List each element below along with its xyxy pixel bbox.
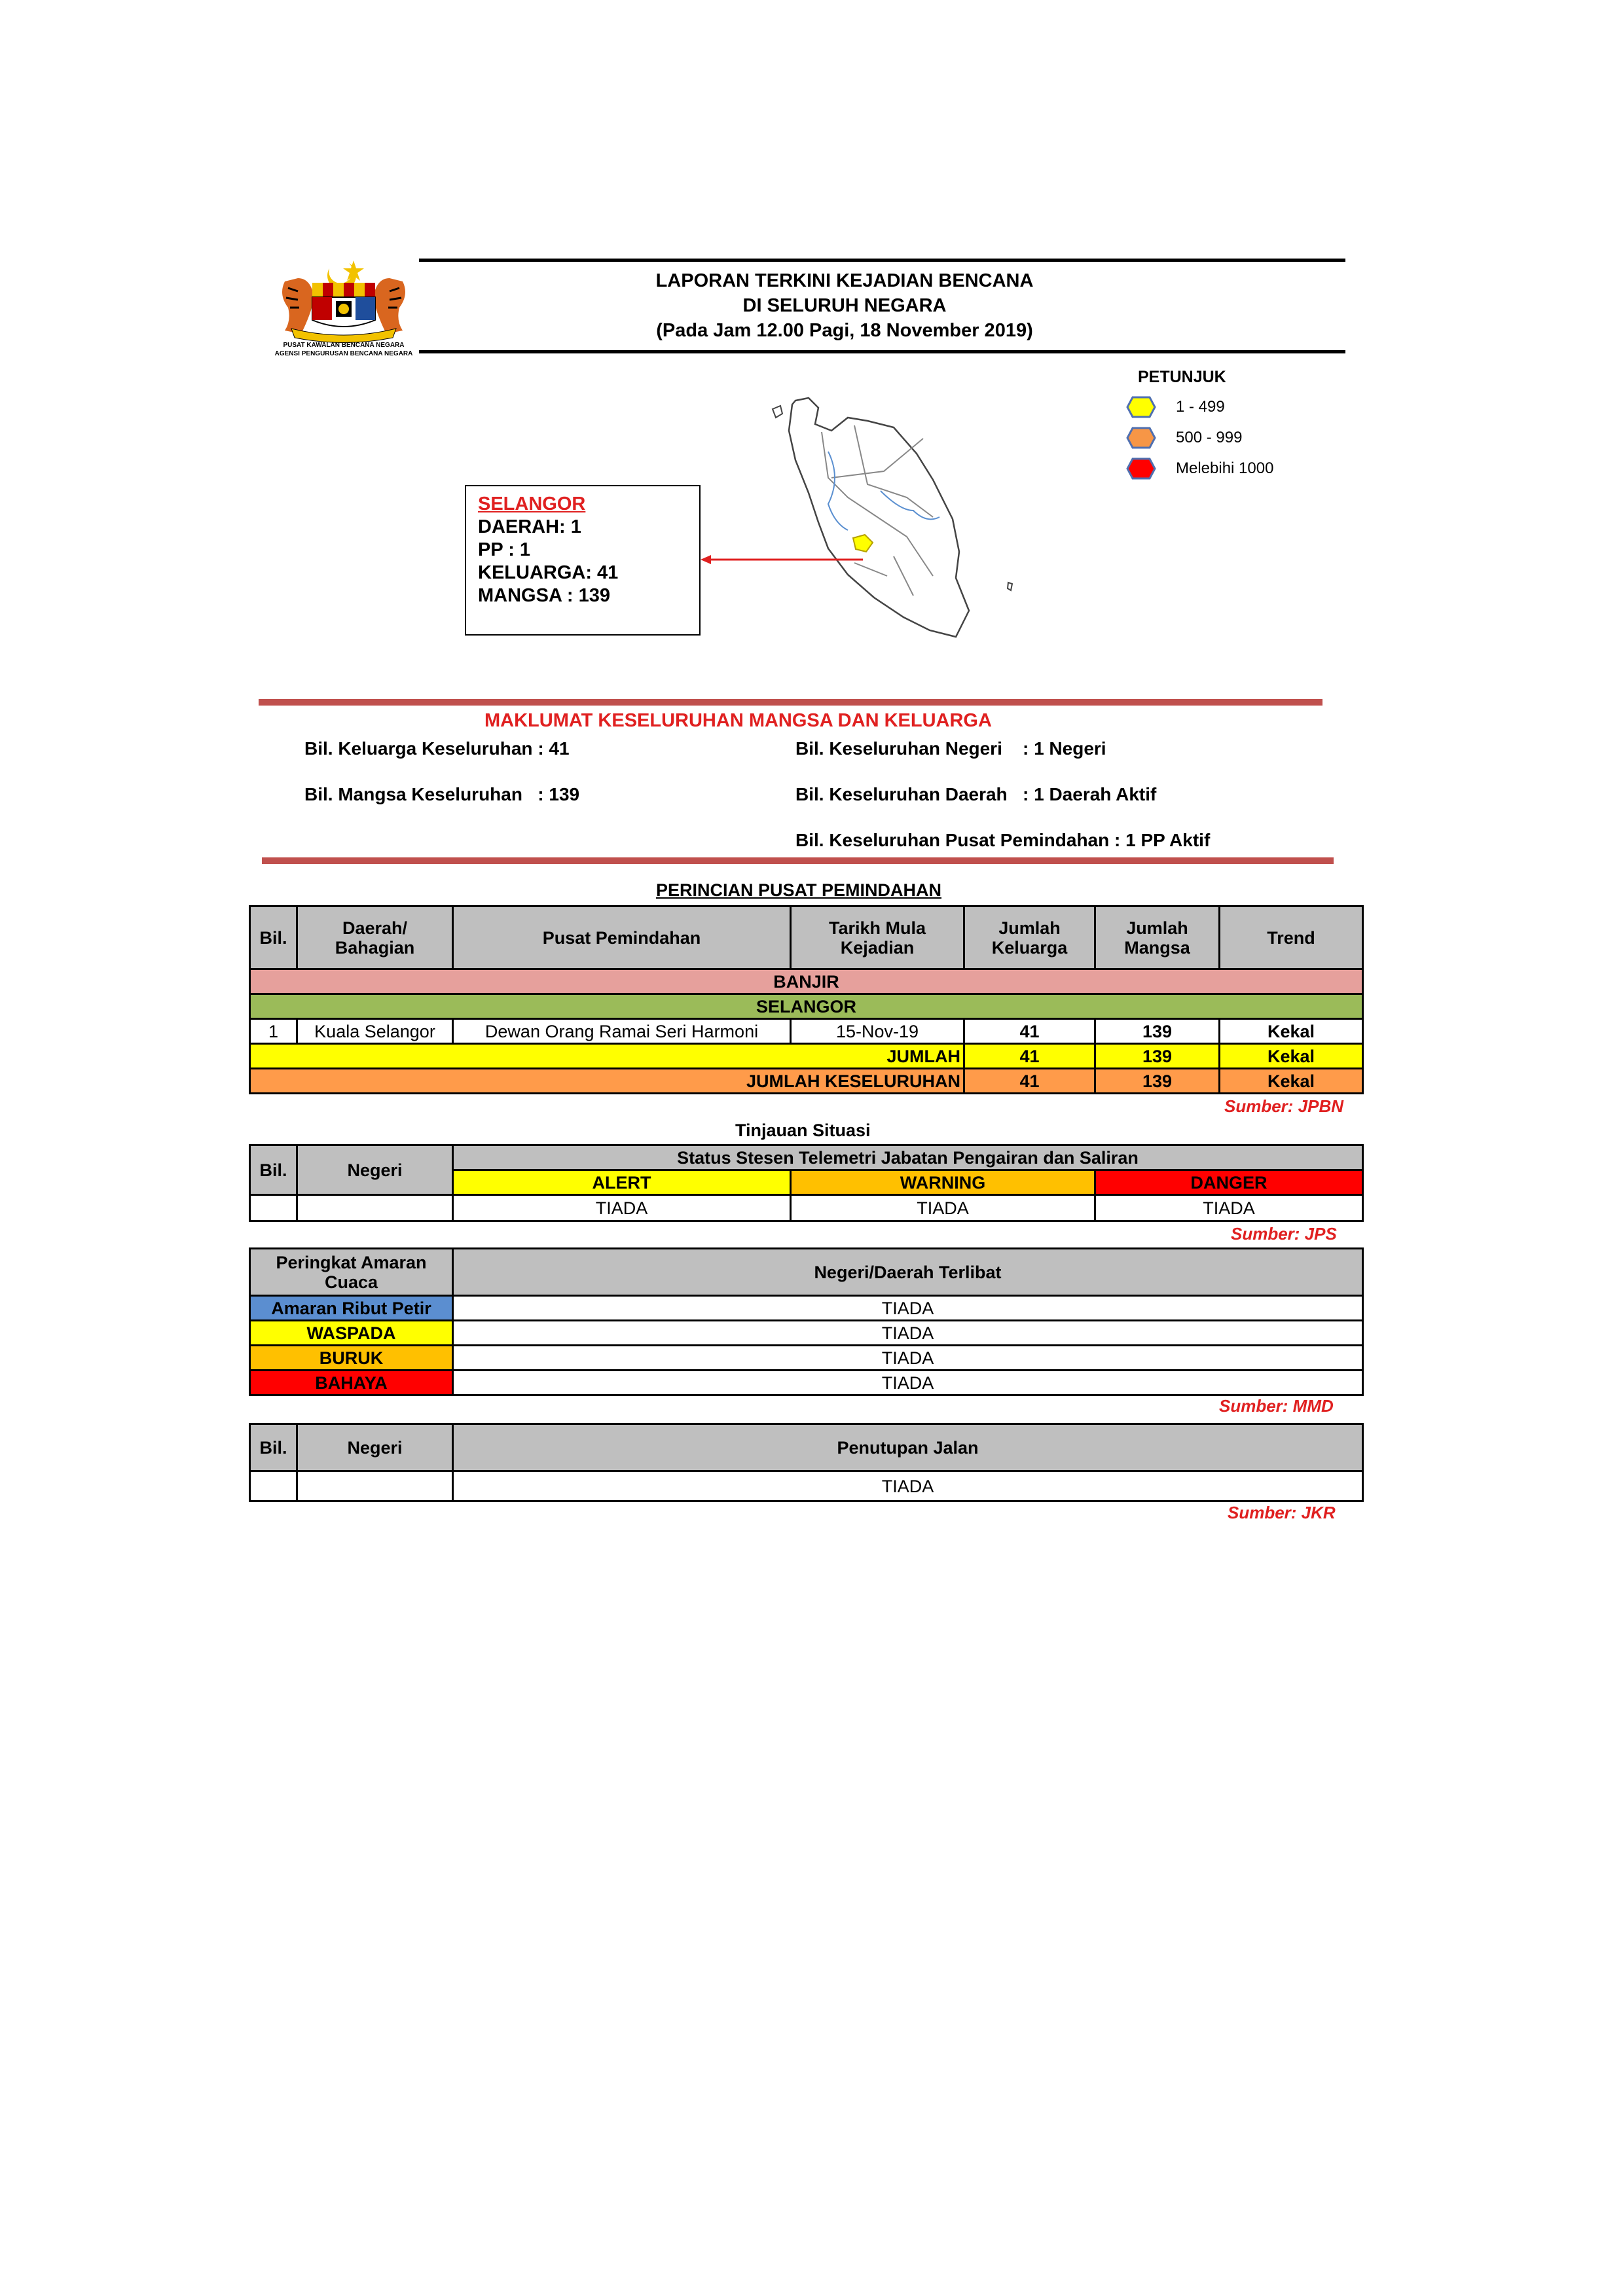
table-row [250,1296,1363,1321]
pp-table-caption: PERINCIAN PUSAT PEMINDAHAN [656,880,942,900]
telemetry-caption: Tinjauan Situasi [735,1121,871,1140]
weather-header-level: Peringkat Amaran Cuaca [250,1249,453,1296]
telemetry-danger-value: TIADA [1095,1195,1363,1221]
summary-daerah: Bil. Keseluruhan Daerah : 1 Daerah Aktif [795,784,1157,804]
telemetry-row-negeri [297,1195,453,1221]
road-header-penutupan: Penutupan Jalan [453,1424,1363,1471]
row-tarikh: 15-Nov-19 [791,1019,964,1044]
title-line-2: DI SELURUH NEGARA [742,295,947,316]
road-row-bil [250,1471,297,1501]
table-row [250,1471,1363,1501]
row-daerah: Kuala Selangor [297,1019,453,1044]
road-row-negeri [297,1471,453,1501]
header-trend: Trend [1220,906,1363,969]
title-line-1: LAPORAN TERKINI KEJADIAN BENCANA [655,270,1034,291]
legend-title: PETUNJUK [1138,368,1226,386]
header-daerah: Daerah/ Bahagian [297,906,453,969]
jumlah-keseluruhan-trend: Kekal [1220,1069,1363,1094]
summary-title: MAKLUMAT KESELURUHAN MANGSA DAN KELUARGA [484,710,992,731]
jumlah-keseluruhan-mangsa: 139 [1095,1069,1220,1094]
info-daerah: DAERAH: 1 [478,516,581,537]
legend-label-high: Melebihi 1000 [1176,459,1274,477]
telemetry-header-bil: Bil. [250,1145,297,1195]
row-keluarga: 41 [964,1019,1095,1044]
state-row [250,994,1363,1019]
road-source: Sumber: JKR [1228,1503,1336,1522]
weather-value-waspada: TIADA [453,1321,1363,1346]
info-state-name: SELANGOR [478,493,586,514]
legend-item-high [1126,456,1273,482]
header-bil: Bil. [250,906,297,969]
jumlah-keluarga: 41 [964,1044,1095,1069]
header-jumlah-keluarga: Jumlah Keluarga [964,906,1095,969]
road-header-negeri: Negeri [297,1424,453,1471]
disaster-type-row [250,969,1363,994]
pp-table [249,905,1364,1094]
weather-level-buruk: BURUK [250,1346,453,1371]
red-hexagon-icon [1126,457,1156,480]
header-rule-bottom [419,350,1345,353]
weather-source: Sumber: MMD [1219,1396,1334,1416]
table-row [250,1321,1363,1346]
header-jumlah-mangsa: Jumlah Mangsa [1095,906,1220,969]
jumlah-keseluruhan-label: JUMLAH KESELURUHAN [250,1069,964,1094]
row-mangsa: 139 [1095,1019,1220,1044]
telemetry-table [249,1144,1364,1222]
jumlah-row [250,1044,1363,1069]
summary-negeri: Bil. Keseluruhan Negeri : 1 Negeri [795,738,1106,759]
header-pusat-pemindahan: Pusat Pemindahan [453,906,791,969]
callout-arrow [701,553,864,566]
jumlah-label: JUMLAH [250,1044,964,1069]
weather-header-area: Negeri/Daerah Terlibat [453,1249,1363,1296]
summary-rule-top [259,699,1322,706]
summary-pp: Bil. Keseluruhan Pusat Pemindahan : 1 PP Aktif [795,830,1211,850]
title-line-3: (Pada Jam 12.00 Pagi, 18 November 2019) [656,320,1033,341]
legend-item-low [1126,394,1225,420]
row-pusat-pemindahan: Dewan Orang Ramai Seri Harmoni [453,1019,791,1044]
telemetry-source: Sumber: JPS [1231,1224,1337,1244]
table-row [250,1371,1363,1395]
legend-label-low: 1 - 499 [1176,398,1225,416]
info-keluarga: KELUARGA: 41 [478,562,619,583]
state-name: SELANGOR [250,994,1363,1019]
jumlah-trend: Kekal [1220,1044,1363,1069]
logo-caption-line2: AGENSI PENGURUSAN BENCANA NEGARA [274,350,413,357]
legend-label-medium: 500 - 999 [1176,429,1243,446]
orange-hexagon-icon [1126,426,1156,450]
telemetry-status-header: Status Stesen Telemetri Jabatan Pengairan dan Saliran [453,1145,1363,1170]
jumlah-mangsa: 139 [1095,1044,1220,1069]
weather-level-ribut-petir: Amaran Ribut Petir [250,1296,453,1321]
peninsular-malaysia-map [756,393,1038,661]
pp-table-source: Sumber: JPBN [1224,1096,1344,1116]
weather-level-bahaya: BAHAYA [250,1371,453,1395]
report-title [419,268,1270,343]
road-row-value: TIADA [453,1471,1363,1501]
state-info-box [465,485,701,636]
row-bil: 1 [250,1019,297,1044]
summary-keluarga: Bil. Keluarga Keseluruhan : 41 [304,738,570,759]
header-rule-top [419,259,1345,262]
weather-value-buruk: TIADA [453,1346,1363,1371]
weather-table [249,1247,1364,1396]
header-tarikh: Tarikh Mula Kejadian [791,906,964,969]
legend-item-medium [1126,425,1242,451]
summary-mangsa: Bil. Mangsa Keseluruhan : 139 [304,784,580,804]
disaster-type: BANJIR [250,969,1363,994]
road-header-bil: Bil. [250,1424,297,1471]
table-row [250,1346,1363,1371]
info-mangsa: MANGSA : 139 [478,585,610,606]
row-trend: Kekal [1220,1019,1363,1044]
logo-caption-line1: PUSAT KAWALAN BENCANA NEGARA [283,342,405,349]
road-closure-table [249,1423,1364,1502]
summary-rule-bottom [262,857,1334,864]
level-danger: DANGER [1095,1170,1363,1195]
pp-table-header [250,906,1363,969]
info-pp: PP : 1 [478,539,531,560]
yellow-hexagon-icon [1126,395,1156,419]
telemetry-row-bil [250,1195,297,1221]
telemetry-alert-value: TIADA [453,1195,791,1221]
telemetry-warning-value: TIADA [791,1195,1095,1221]
weather-value-ribut-petir: TIADA [453,1296,1363,1321]
weather-level-waspada: WASPADA [250,1321,453,1346]
weather-value-bahaya: TIADA [453,1371,1363,1395]
table-row [250,1019,1363,1044]
telemetry-header-negeri: Negeri [297,1145,453,1195]
table-row [250,1195,1363,1221]
jumlah-keseluruhan-row [250,1069,1363,1094]
level-alert: ALERT [453,1170,791,1195]
level-warning: WARNING [791,1170,1095,1195]
jumlah-keseluruhan-keluarga: 41 [964,1069,1095,1094]
